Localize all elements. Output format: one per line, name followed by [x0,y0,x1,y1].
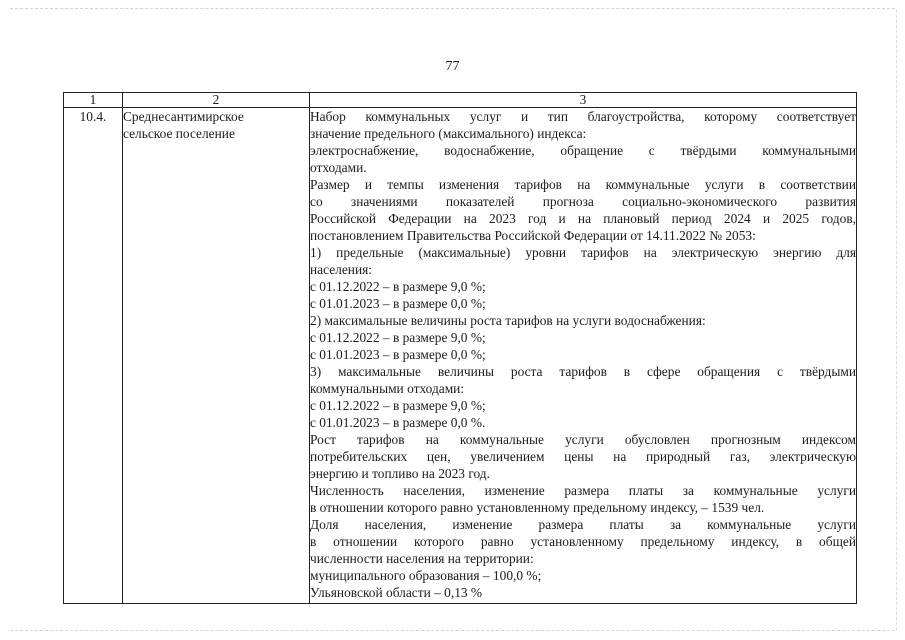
content-line: потребительских цен, увеличением цены на природный газ, электрическую [310,449,856,464]
content-line: Рост тарифов на коммунальные услуги обусловлен прогнозным индексом [310,432,856,447]
tariff-description [310,108,857,604]
settlement-name-line: Среднесантимирское [123,109,244,124]
content-line: коммунальными отходами: [310,381,465,396]
content-line: Набор коммунальных услуг и тип благоустройства, которому соответствует [310,109,856,124]
table-header-row [64,93,857,108]
content-line: Доля населения, изменение размера платы за коммунальные услуги [310,517,856,532]
content-line: энергию и топливо на 2023 год. [310,466,490,481]
content-line: населения: [310,262,372,277]
content-line: значение предельного (максимального) индекса: [310,126,587,141]
content-line: муниципального образования – 100,0 %; [310,568,542,583]
scan-edge-top [10,8,895,9]
content-line: Российской Федерации на 2023 год и на плановый период 2024 и 2025 годов, [310,211,856,226]
page-number: 77 [445,59,460,74]
content-line: электроснабжение, водоснабжение, обращение с твёрдыми коммунальными [310,143,856,158]
scan-edge-right [896,10,897,630]
content-line: в отношении которого равно установленному предельному индексу, – 1539 чел. [310,500,765,515]
content-line: численности населения на территории: [310,551,534,566]
content-line: 2) максимальные величины роста тарифов на услуги водоснабжения: [310,313,706,328]
column-header-3: 3 [310,93,857,108]
content-line: Численность населения, изменение размера платы за коммунальные услуги [310,483,856,498]
content-line: 1) предельные (максимальные) уровни тарифов на электрическую энергию для [310,245,856,260]
table-row [64,108,857,604]
content-line: с 01.01.2023 – в размере 0,0 %; [310,347,486,362]
content-line: в отношении которого равно установленному предельному индексу, в общей [310,534,856,549]
scan-edge-bottom [10,630,895,631]
content-line: с 01.01.2023 – в размере 0,0 %; [310,296,486,311]
content-line: с 01.12.2022 – в размере 9,0 %; [310,279,486,294]
content-line: отходами. [310,160,367,175]
content-line: 3) максимальные величины роста тарифов в сфере обращения с твёрдыми [310,364,856,379]
tariff-table [63,92,857,604]
content-line: постановлением Правительства Российской Федерации от 14.11.2022 № 2053: [310,228,756,243]
settlement-name-line: сельское поселение [123,126,235,141]
content-line: Размер и темпы изменения тарифов на коммунальные услуги в соответствии [310,177,856,192]
content-line: с 01.12.2022 – в размере 9,0 %; [310,398,486,413]
content-line: Ульяновской области – 0,13 % [310,585,483,600]
content-line: с 01.01.2023 – в размере 0,0 %. [310,415,486,430]
column-header-2: 2 [123,93,310,108]
settlement-name [123,108,310,604]
row-number: 10.4. [64,108,123,604]
column-header-1: 1 [64,93,123,108]
content-line: с 01.12.2022 – в размере 9,0 %; [310,330,486,345]
content-line: со значениями показателей прогноза социально-экономического развития [310,194,856,209]
